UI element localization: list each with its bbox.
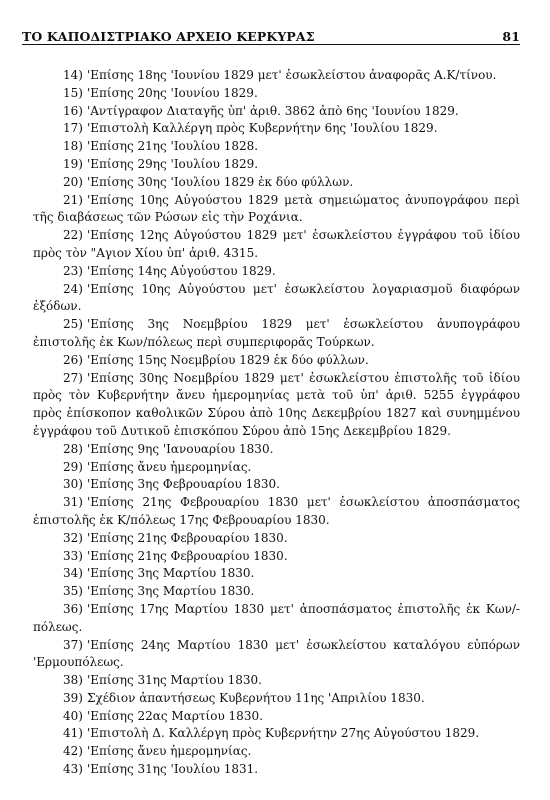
list-item <box>33 690 520 708</box>
entry-text: 'Επίσης 30ης Νοεμβρίου 1829 μετ' ἐσωκλείστου ἐπιστολῆς τοῦ ἰδίου πρὸς τὸν Κυβερνήτην ἄνευ ἡμερομηνίας μετὰ τοῦ ὑπ' ἀριθ. 5255 ἐγγράφου πρὸς ἐπίσκοπον καθολικῶν Σύρου ἀπὸ 10ης Δεκεμβρίου 1827 καὶ συνημμένου ἐγγράφου τοῦ Δυτικοῦ ἐπισκόπου Σύρου ἀπὸ 15ης Δεκεμβρίου 1829. <box>33 370 520 438</box>
list-item <box>33 476 520 494</box>
list-item <box>33 156 520 174</box>
list-item <box>33 103 520 121</box>
entry-text: 'Επίσης ἄνευ ἡμερομηνίας. <box>86 459 252 474</box>
list-item <box>33 637 520 673</box>
entry-number: 40) <box>63 708 83 723</box>
entry-text: 'Επίσης 21ης Φεβρουαρίου 1830. <box>86 548 288 563</box>
list-item <box>33 174 520 192</box>
entry-text: 'Επίσης 3ης Νοεμβρίου 1829 μετ' ἐσωκλείστου ἀνυπογράφου ἐπιστολῆς ἐκ Κων/πόλεως περὶ συμπεριφορᾶς Τούρκων. <box>33 317 520 349</box>
entry-text: 'Επίσης 30ης 'Ιουλίου 1829 ἐκ δύο φύλλων. <box>86 174 354 189</box>
entry-number: 28) <box>63 441 83 456</box>
entry-number: 38) <box>63 673 83 688</box>
list-item <box>33 725 520 743</box>
list-item <box>33 263 520 281</box>
entry-number: 27) <box>63 370 83 385</box>
list-item <box>33 352 520 370</box>
entry-number: 35) <box>63 584 83 599</box>
list-item <box>33 459 520 477</box>
entry-number: 39) <box>63 690 83 705</box>
entry-text: 'Επίσης 17ης Μαρτίου 1830 μετ' ἀποσπάσματος ἐπιστολῆς ἐκ Κων/-πόλεως. <box>33 601 520 634</box>
entry-text: 'Επίσης 22ας Μαρτίου 1830. <box>86 708 263 723</box>
entry-number: 42) <box>63 744 83 759</box>
list-item <box>33 565 520 583</box>
list-item <box>33 672 520 690</box>
entry-text: 'Επίσης 31ης 'Ιουλίου 1831. <box>86 762 259 777</box>
entry-number: 34) <box>63 566 83 581</box>
entry-text: 'Αντίγραφον Διαταγῆς ὑπ' ἀριθ. 3862 ἀπὸ 6ης 'Ιουνίου 1829. <box>86 103 459 118</box>
entry-text: Σχέδιον ἀπαντήσεως Κυβερνήτου 11ης 'Απριλίου 1830. <box>86 690 425 705</box>
list-item <box>33 743 520 761</box>
entry-list <box>33 67 520 779</box>
entry-number: 20) <box>63 174 83 189</box>
entry-text: 'Επίσης 9ης 'Ιανουαρίου 1830. <box>86 441 274 456</box>
entry-text: 'Επίσης ἄνευ ἡμερομηνίας. <box>86 744 252 759</box>
entry-text: 'Επίσης 14ης Αὐγούστου 1829. <box>86 263 276 278</box>
entry-text: 'Επίσης 24ης Μαρτίου 1830 μετ' ἐσωκλείστου καταλόγου εὐπόρων 'Ερμουπόλεως. <box>33 637 520 670</box>
entry-text: 'Επίσης 10ης Αὐγούστου μετ' ἐσωκλείστου λογαριασμοῦ διαφόρων ἐξόδων. <box>33 281 520 314</box>
running-head <box>22 22 520 45</box>
list-item <box>33 761 520 779</box>
list-item <box>33 583 520 601</box>
list-item <box>33 708 520 726</box>
entry-text: 'Επίσης 15ης Νοεμβρίου 1829 ἐκ δύο φύλλων. <box>86 352 369 367</box>
entry-number: 23) <box>63 263 83 278</box>
entry-number: 24) <box>63 281 83 296</box>
entry-number: 26) <box>63 352 83 367</box>
list-item <box>33 120 520 138</box>
entry-number: 37) <box>63 637 83 652</box>
entry-number: 32) <box>63 530 83 545</box>
entry-number: 31) <box>63 495 83 510</box>
entry-text: 'Επίσης 3ης Μαρτίου 1830. <box>86 566 255 581</box>
entry-number: 36) <box>63 601 83 616</box>
entry-text: 'Επίσης 20ης 'Ιουνίου 1829. <box>86 85 258 100</box>
list-item <box>33 530 520 548</box>
entry-number: 19) <box>63 156 83 171</box>
entry-number: 18) <box>63 139 83 154</box>
entry-number: 15) <box>63 85 83 100</box>
entry-number: 16) <box>63 103 83 118</box>
list-item <box>33 192 520 228</box>
list-item <box>33 441 520 459</box>
list-item <box>33 138 520 156</box>
running-head-title: ΤΟ ΚΑΠΟΔΙΣΤΡΙΑΚΟ ΑΡΧΕΙΟ ΚΕΡΚΥΡΑΣ <box>22 29 315 44</box>
list-item <box>33 281 520 317</box>
entry-number: 14) <box>63 68 83 82</box>
entry-number: 43) <box>63 762 83 777</box>
entry-text: 'Επίσης 21ης Φεβρουαρίου 1830 μετ' ἐσωκλείστου ἀποσπάσματος ἐπιστολῆς ἐκ Κ/πόλεως 17ης Φεβρουαρίου 1830. <box>33 495 520 527</box>
list-item <box>33 85 520 103</box>
list-item <box>33 548 520 566</box>
entry-text: 'Επιστολὴ Δ. Καλλέργη πρὸς Κυβερνήτην 27ης Αὐγούστου 1829. <box>86 726 480 741</box>
entry-text: 'Επίσης 31ης Μαρτίου 1830. <box>86 673 262 688</box>
list-item <box>33 227 520 263</box>
entry-number: 33) <box>63 548 83 563</box>
entry-text: 'Επίσης 18ης 'Ιουνίου 1829 μετ' ἐσωκλείστου ἀναφορᾶς Α.Κ/τίνου. <box>86 68 497 82</box>
entry-text: 'Επιστολὴ Καλλέργη πρὸς Κυβερνήτην 6ης 'Ιουλίου 1829. <box>86 121 438 136</box>
entry-text: 'Επίσης 3ης Μαρτίου 1830. <box>86 584 255 599</box>
entry-number: 30) <box>63 477 83 492</box>
entry-number: 21) <box>63 192 83 207</box>
list-item <box>33 316 520 352</box>
entry-text: 'Επίσης 21ης Φεβρουαρίου 1830. <box>86 530 288 545</box>
entry-text: 'Επίσης 10ης Αὐγούστου 1829 μετὰ σημειώματος ἀνυπογράφου περὶ τῆς διαβάσεως τῶν Ρώσων εἰς τὴν Ροχάνια. <box>33 192 520 225</box>
entry-text: 'Επίσης 12ης Αὐγούστου 1829 μετ' ἐσωκλείστου ἐγγράφου τοῦ ἰδίου πρὸς τὸν "Αγιον Χίου ὑπ' ἀριθ. 4315. <box>33 228 520 260</box>
list-item <box>33 601 520 637</box>
entry-number: 22) <box>63 228 83 243</box>
entry-number: 17) <box>63 121 83 136</box>
entry-text: 'Επίσης 3ης Φεβρουαρίου 1830. <box>86 477 280 492</box>
page-number: 81 <box>502 29 520 44</box>
list-item <box>33 370 520 441</box>
entry-number: 25) <box>63 317 83 332</box>
entry-text: 'Επίσης 21ης 'Ιουλίου 1828. <box>86 139 259 154</box>
list-item <box>33 494 520 530</box>
entry-text: 'Επίσης 29ης 'Ιουλίου 1829. <box>86 156 259 171</box>
entry-number: 41) <box>63 726 83 741</box>
list-item <box>33 67 520 85</box>
entry-number: 29) <box>63 459 83 474</box>
